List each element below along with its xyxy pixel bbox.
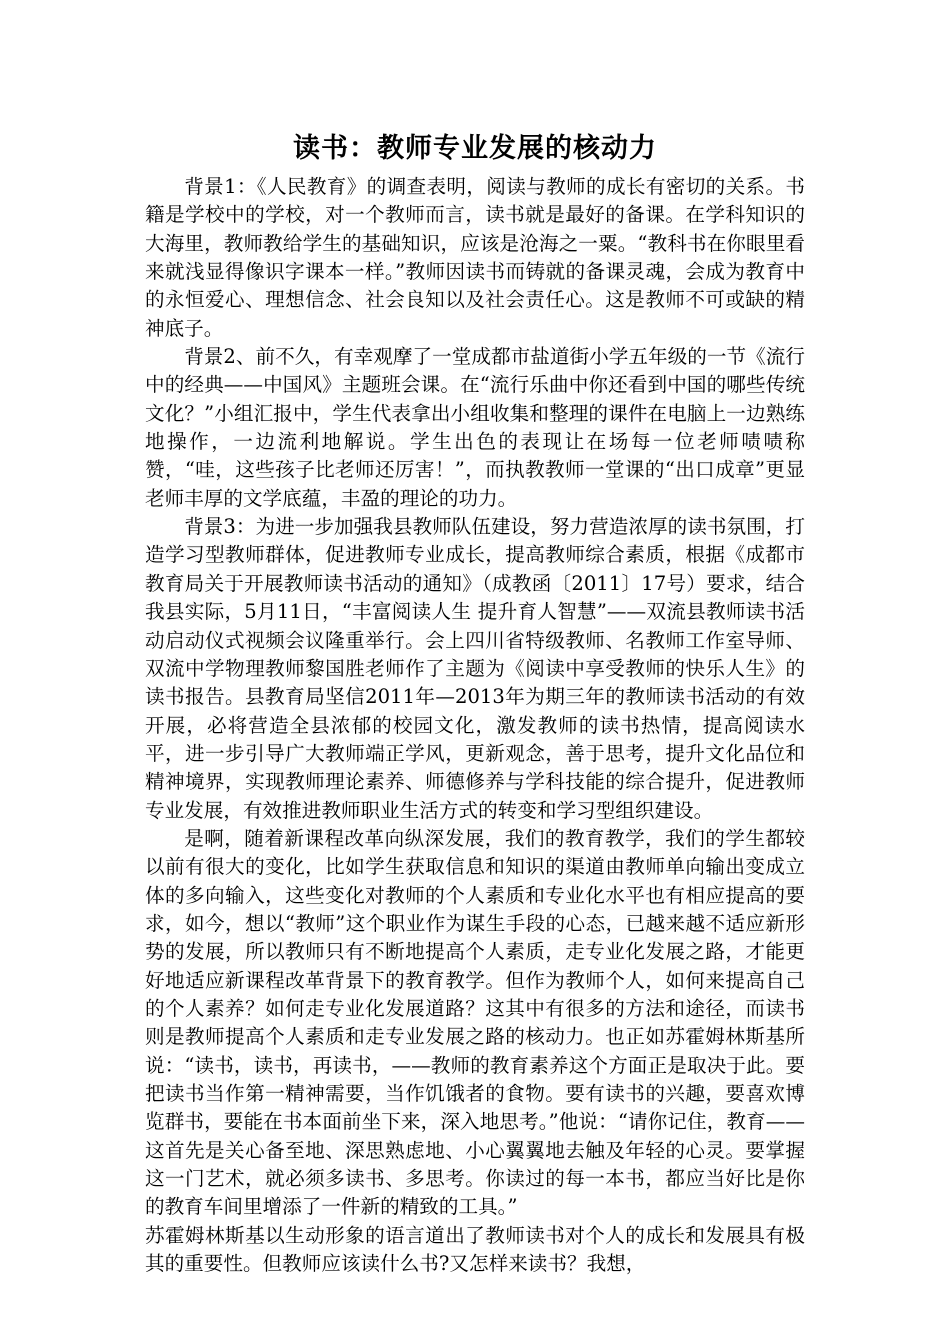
paragraph-discussion: 是啊，随着新课程改革向纵深发展，我们的教育教学，我们的学生都较以前有很大的变化，比如学生获取信息和知识的渠道由教师单向输出变成立体的多向输入，这些变化对教师的个人素质和专业化水平也有相应提高的要求，如今，想以“教师”这个职业作为谋生手段的心态，已越来越不适应新形势的发展，所以教师只有不断地提高个人素质，走专业化发展之路，才能更好地适应新课程改革背景下的教育教学。但作为教师个人，如何来提高自己的个人素养？如何走专业化发展道路？这其中有很多的方法和途径，而读书则是教师提高个人素质和走专业发展之路的核动力。也正如苏霍姆林斯基所说：“读书，读书，再读书，——教师的教育素养这个方面正是取决于此。要把读书当作第一精神需要，当作饥饿者的食物。要有读书的兴趣，要喜欢博览群书，要能在书本面前坐下来，深入地思考。”他说：“请你记住，教育——这首先是关心备至地、深思熟虑地、小心翼翼地去触及年轻的心灵。要掌握这一门艺术，就必须多读书、多思考。你读过的每一本书，都应当好比是你的教育车间里增添了一件新的精致的工具。” — [145, 826, 805, 1219]
document-title: 读书：教师专业发展的核动力 — [293, 133, 657, 164]
paragraph-background-1: 背景1：《人民教育》的调查表明，阅读与教师的成长有密切的关系。书籍是学校中的学校，对一个教师而言，读书就是最好的备课。在学科知识的大海里，教师教给学生的基础知识，应该是沧海之一粟。“教科书在你眼里看来就浅显得像识字课本一样。”教师因读书而铸就的备课灵魂，会成为教育中的永恒爱心、理想信念、社会良知以及社会责任心。这是教师不可或缺的精神底子。 — [145, 175, 805, 340]
paragraph-background-3: 背景3：为进一步加强我县教师队伍建设，努力营造浓厚的读书氛围，打造学习型教师群体，促进教师专业成长，提高教师综合素质，根据《成都市教育局关于开展教师读书活动的通知》（成教函〔2011〕17号）要求，结合我县实际，5月11日，“丰富阅读人生 提升育人智慧”——双流县教师读书活动启动仪式视频会议隆重举行。会上四川省特级教师、名教师工作室导师、双流中学物理教师黎国胜老师作了主题为《阅读中享受教师的快乐人生》的读书报告。县教育局坚信2011年—2013年为期三年的教师读书活动的有效开展，必将营造全县浓郁的校园文化，激发教师的读书热情，提高阅读水平，进一步引导广大教师端正学风，更新观念，善于思考，提升文化品位和精神境界，实现教师理论素养、师德修养与学科技能的综合提升，促进教师专业发展，有效推进教师职业生活方式的转变和学习型组织建设。 — [145, 515, 805, 822]
paragraph-background-2: 背景2、前不久，有幸观摩了一堂成都市盐道街小学五年级的一节《流行中的经典——中国风》主题班会课。在“流行乐曲中你还看到中国的哪些传统文化？”小组汇报中，学生代表拿出小组收集和整理的课件在电脑上一边熟练地操作，一边流利地解说。学生出色的表现让在场每一位老师啧啧称赞，“哇，这些孩子比老师还厉害！”，而执教教师一堂课的“出口成章”更显老师丰厚的文学底蕴，丰盈的理论的功力。 — [145, 345, 805, 510]
document-body — [145, 173, 805, 1278]
paragraph-conclusion: 苏霍姆林斯基以生动形象的语言道出了教师读书对个人的成长和发展具有极其的重要性。但教师应该读什么书?又怎样来读书？我想， — [145, 1223, 805, 1276]
